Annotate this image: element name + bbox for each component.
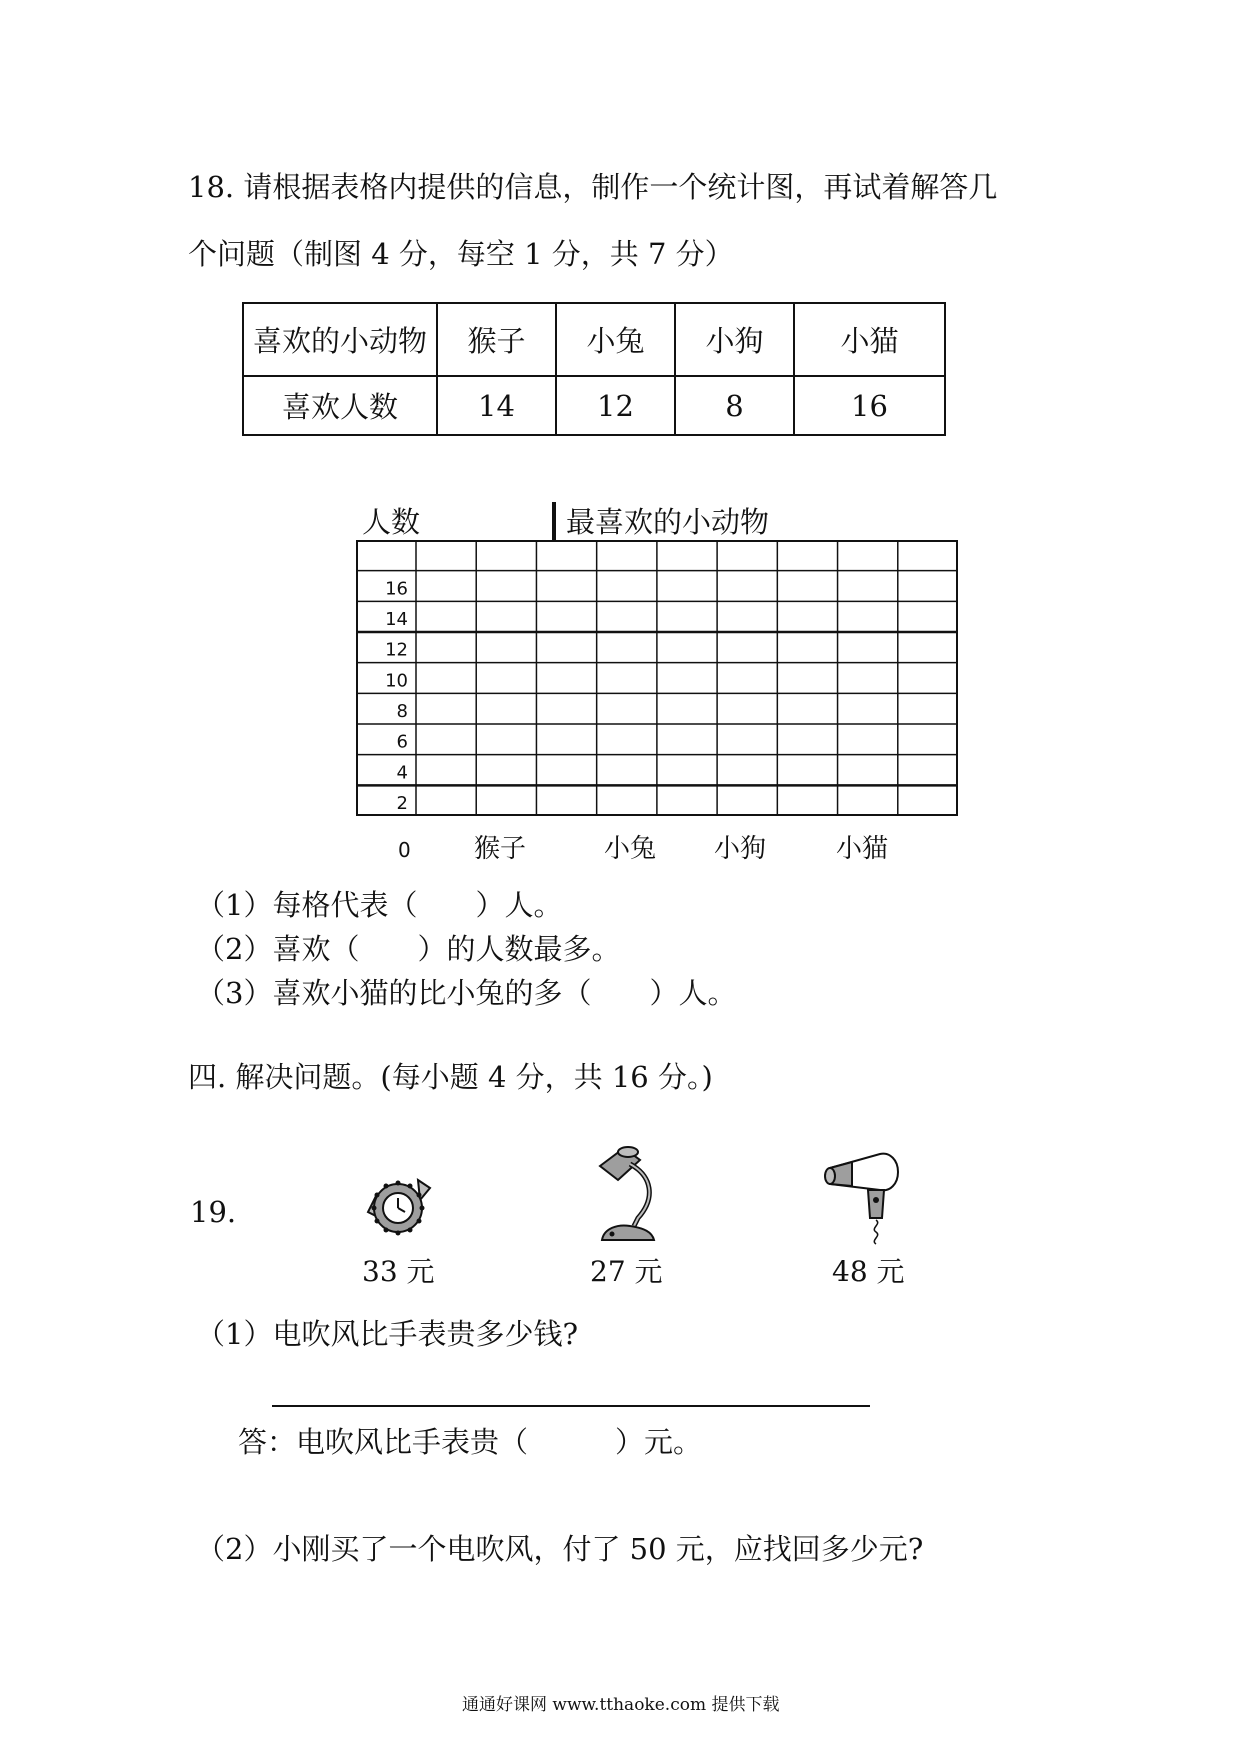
y-tick-label: 2 xyxy=(396,793,408,814)
table-count-cell: 8 xyxy=(675,376,794,435)
table-animal-cell: 小猫 xyxy=(794,303,945,376)
x-category-label: 小猫 xyxy=(836,834,889,864)
y-tick-label: 8 xyxy=(396,701,408,722)
desk-lamp-icon xyxy=(590,1142,668,1244)
table-row xyxy=(243,376,945,435)
q19-answer-sentence: 答：电吹风比手表贵（ ）元。 xyxy=(238,1425,703,1459)
animal-preference-table xyxy=(242,302,946,436)
q18-line1: 18. 请根据表格内提供的信息，制作一个统计图，再试着解答几 xyxy=(188,170,998,204)
section4-heading: 四. 解决问题。(每小题 4 分，共 16 分。) xyxy=(188,1060,713,1094)
q18-sub-question: （1）每格代表（ ）人。 xyxy=(196,888,563,922)
chart-origin-label: 0 xyxy=(398,838,411,862)
y-tick-label: 4 xyxy=(396,762,408,784)
table-count-cell: 14 xyxy=(437,376,556,435)
x-category-label: 小兔 xyxy=(604,834,657,864)
table-row xyxy=(243,303,945,376)
table-animal-cell: 小兔 xyxy=(556,303,675,376)
chart-ylabel: 人数 xyxy=(362,505,421,539)
y-tick-label: 10 xyxy=(385,670,408,692)
price-label: 48 元 xyxy=(832,1255,905,1288)
q19-sub-question: （2）小刚买了一个电吹风，付了 50 元，应找回多少元? xyxy=(196,1532,924,1566)
y-tick-label: 6 xyxy=(396,731,408,753)
q18-sub-question: （3）喜欢小猫的比小兔的多（ ）人。 xyxy=(196,976,737,1010)
price-label: 33 元 xyxy=(362,1255,435,1288)
footer-source: 通通好课网 www.tthaoke.com 提供下载 xyxy=(462,1695,780,1715)
table-row-label: 喜欢人数 xyxy=(243,376,437,435)
q18-line2: 个问题（制图 4 分，每空 1 分，共 7 分） xyxy=(188,237,734,271)
table-animal-cell: 猴子 xyxy=(437,303,556,376)
table-animal-cell: 小狗 xyxy=(675,303,794,376)
hair-dryer-icon xyxy=(822,1148,902,1246)
chart-title-bar xyxy=(552,502,556,540)
y-tick-label: 12 xyxy=(385,639,408,661)
answer-line[interactable] xyxy=(272,1405,870,1407)
bar-chart-grid[interactable] xyxy=(356,540,958,816)
watch-icon xyxy=(358,1170,440,1242)
y-tick-label: 16 xyxy=(385,578,408,600)
chart-title: 最喜欢的小动物 xyxy=(566,505,770,539)
table-header-label: 喜欢的小动物 xyxy=(243,303,437,376)
q19-sub-question: （1）电吹风比手表贵多少钱? xyxy=(196,1317,578,1351)
price-label: 27 元 xyxy=(590,1255,663,1288)
q18-sub-question: （2）喜欢（ ）的人数最多。 xyxy=(196,932,621,966)
q19-number: 19. xyxy=(190,1195,237,1229)
table-count-cell: 16 xyxy=(794,376,945,435)
y-tick-label: 14 xyxy=(385,609,408,630)
x-category-label: 小狗 xyxy=(714,834,767,864)
x-category-label: 猴子 xyxy=(474,834,527,864)
table-count-cell: 12 xyxy=(556,376,675,435)
